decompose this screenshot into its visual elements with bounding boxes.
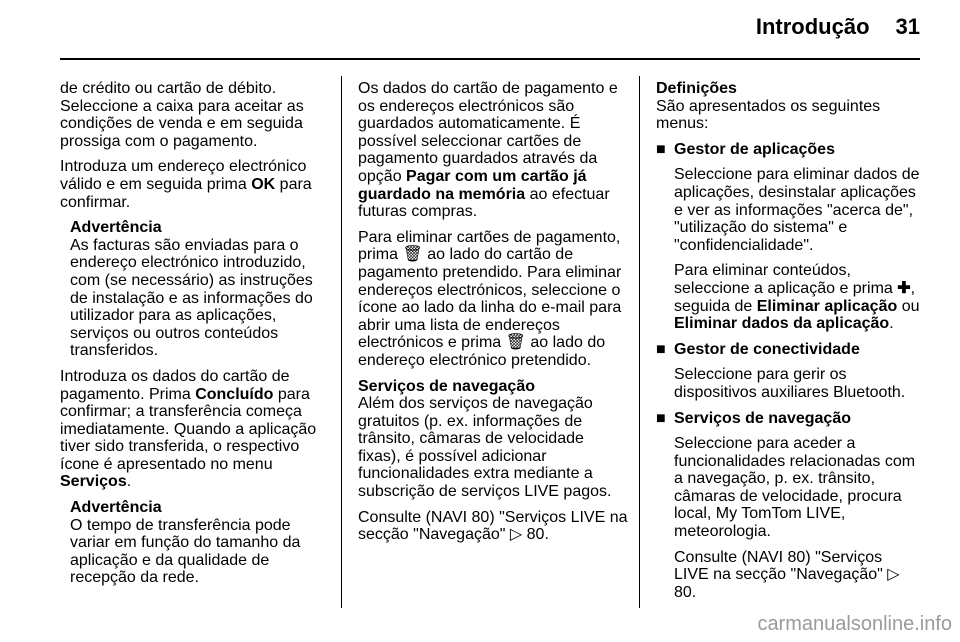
page-header [756,14,920,40]
square-bullet-icon: ■ [656,140,666,158]
col2-para-2: Para eliminar cartões de pagamento, prima 🗑 ao lado do cartão de pagamento pretendido. Para eliminar endereços electrónicos, seleccione o ícone ao lado da linha do e-mail para abrir uma lista de endereços electrónicos e prima 🗑 ao lado do endereço electrónico pretendido. [358,228,622,369]
col1-para-3: Introduza os dados do cartão de pagamento. Prima Concluído para confirmar; a transferência começa imediatamente. Quando a aplicação tiver sido transferida, o respectivo ícone é apresentado no menu Serviços. [60,367,317,491]
warning-2 [70,499,330,587]
column-3 [656,80,920,601]
column-1 [60,80,330,587]
col1-para-2: Introduza um endereço electrónico válido e em seguida prima OK para confirmar. [60,158,312,211]
warning-1-title: Advertência [70,219,162,237]
list-item-text: Seleccione para eliminar dados de aplicações, desinstalar aplicações e ver as informações "acerca de", "utilização do sistema" e "confidencialidade". [674,166,920,254]
watermark: carmanualsonline.info [757,613,952,635]
definitions-text: São apresentados os seguintes menus: [656,97,881,133]
col2-reference: Consulte (NAVI 80) "Serviços LIVE na secção "Navegação" ▷ 80. [358,508,628,544]
warning-1 [70,219,330,360]
list-item-title: Serviços de navegação [674,409,851,427]
definitions-title: Definições [656,80,737,97]
navigation-text: Além dos serviços de navegação gratuitos (p. ex. informações de trânsito, câmaras de velocidade fixas), é possível adicionar funcionalidades extra mediante a subscrição de serviços LIVE pagos. [358,395,612,501]
col2-para-1: Os dados do cartão de pagamento e os endereços electrónicos são guardados automaticamente. É possível seleccionar cartões de pagamento guardados através da opção Pagar com um cartão já guardado na memória ao efectuar futuras compras. [358,80,618,221]
page-title: Introdução [755,14,870,39]
header-rule [60,58,920,60]
list-item-text-2: Para eliminar conteúdos, seleccione a aplicação e prima ✚, seguida de Eliminar aplicação ou Eliminar dados da aplicação. [674,262,920,333]
list-item-reference: Consulte (NAVI 80) "Serviços LIVE na secção "Navegação" ▷ 80. [674,548,900,601]
column-divider-2 [639,76,640,608]
warning-2-title: Advertência [70,499,162,517]
list-item [656,410,920,602]
list-item [656,141,920,333]
column-divider-1 [341,76,342,608]
trash-icon: 🗑 [505,334,526,352]
page-ref-icon: ▷ [509,526,523,544]
square-bullet-icon: ■ [656,340,666,358]
square-bullet-icon: ■ [656,409,666,427]
definitions-section [656,80,920,133]
trash-icon: 🗑 [402,246,423,264]
list-item [656,341,920,402]
warning-1-text: As facturas são enviadas para o endereço electrónico introduzido, com (se necessário) as instruções de instalação e as informações do utilizador para as aplicações, serviços ou outros conteúdos transferidos. [70,236,313,360]
column-2 [358,80,630,552]
list-item-title: Gestor de conectividade [674,340,860,358]
navigation-section [358,378,630,501]
page-number: 31 [895,14,920,39]
warning-2-text: O tempo de transferência pode variar em função do tamanho da aplicação e da qualidade de recepção da rede. [70,516,301,587]
list-item-text: Seleccione para gerir os dispositivos auxiliares Bluetooth. [674,366,906,401]
navigation-title: Serviços de navegação [358,377,535,395]
page-ref-icon: ▷ [887,566,900,584]
plus-icon: ✚ [897,279,911,297]
list-item-title: Gestor de aplicações [674,140,835,158]
list-item-text: Seleccione para aceder a funcionalidades relacionadas com a navegação, p. ex. trânsito, câmaras de velocidade, procura local, My TomTom LIVE, meteorologia. [674,435,916,541]
col1-para-1: de crédito ou cartão de débito. Seleccione a caixa para aceitar as condições de venda e em seguida prossiga com o pagamento. [60,80,304,150]
